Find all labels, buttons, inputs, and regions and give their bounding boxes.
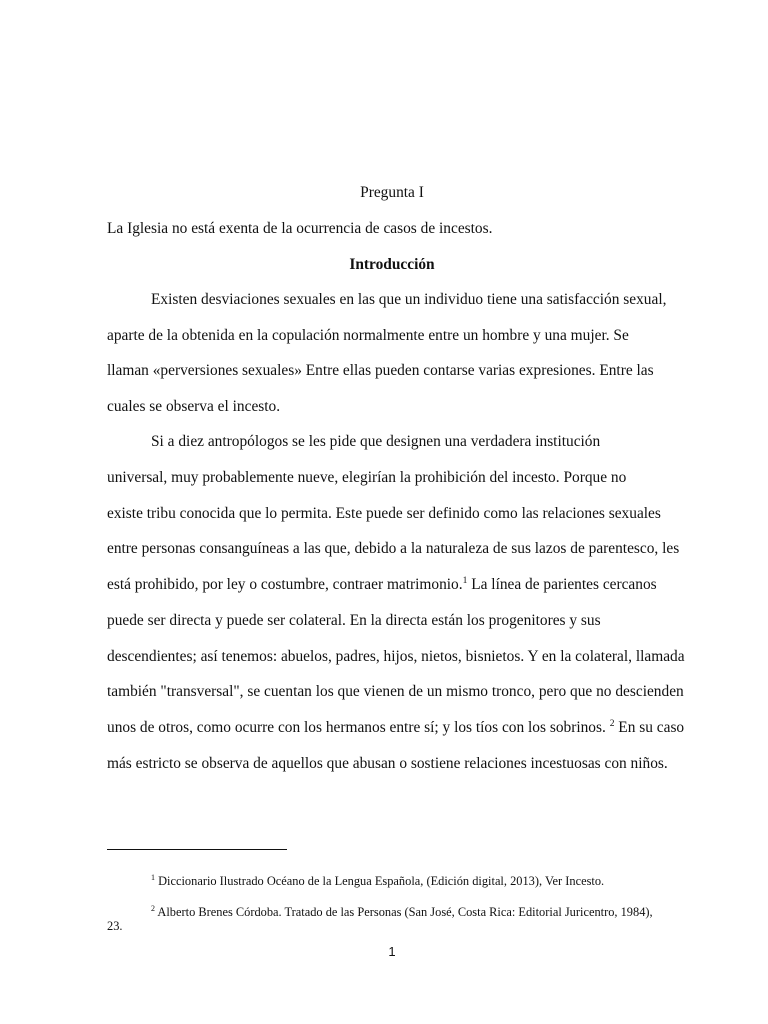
line-text: está prohibido, por ley o costumbre, contraer matrimonio. [107,576,463,593]
footnote-mark: 1 [151,873,155,882]
paragraph-line: llaman «perversiones sexuales» Entre ellas pueden contarse varias expresiones. Entre las [107,362,654,379]
paragraph-line: puede ser directa y puede ser colateral. En la directa están los progenitores y sus [107,612,601,629]
paragraph-line: entre personas consanguíneas a las que, debido a la naturaleza de sus lazos de parentesco, les [107,540,680,557]
footnote-text: Alberto Brenes Córdoba. Tratado de las Personas (San José, Costa Rica: Editorial Juricentro, 1984), [155,905,653,919]
paragraph-line: también "transversal", se cuentan los que vienen de un mismo tronco, pero que no descienden [107,683,684,700]
footnote-mark: 2 [151,904,155,913]
footnote-separator [107,849,287,850]
paragraph-line: universal, muy probablemente nueve, elegirían la prohibición del incesto. Porque no [107,469,627,486]
paragraph-line: cuales se observa el incesto. [107,398,281,415]
footnote-2 [151,904,653,920]
section-title: Introducción [349,256,435,273]
paragraph-line: más estricto se observa de aquellos que abusan o sostiene relaciones incestuosas con niños. [107,755,668,772]
paragraph-line: descendientes; así tenemos: abuelos, padres, hijos, nietos, bisnietos. Y en la colateral, llamada [107,648,685,665]
footnote-2-continuation: 23. [107,919,123,933]
paragraph-line: aparte de la obtenida en la copulación normalmente entre un hombre y una mujer. Se [107,327,629,344]
paragraph-line [107,575,657,595]
footnote-text: Diccionario Ilustrado Océano de la Lengua Española, (Edición digital, 2013), Ver Incesto. [155,874,605,888]
line-text: La línea de parientes cercanos [467,576,657,593]
paragraph-line [107,718,684,738]
paragraph-line: Existen desviaciones sexuales en las que un individuo tiene una satisfacción sexual, [151,291,667,308]
footnote-ref-2[interactable]: 2 [609,719,615,729]
line-text: unos de otros, como ocurre con los hermanos entre sí; y los tíos con los sobrinos. [107,719,610,736]
page-heading: Pregunta I [360,184,424,201]
footnote-1 [151,873,604,889]
paragraph-line: existe tribu conocida que lo permita. Este puede ser definido como las relaciones sexuales [107,505,661,522]
paragraph-line: Si a diez antropólogos se les pide que designen una verdadera institución [151,433,601,450]
page-number: 1 [388,944,396,959]
footnote-ref-1[interactable]: 1 [462,576,468,586]
question-statement: La Iglesia no está exenta de la ocurrencia de casos de incestos. [107,220,493,237]
line-text: En su caso [614,719,685,736]
